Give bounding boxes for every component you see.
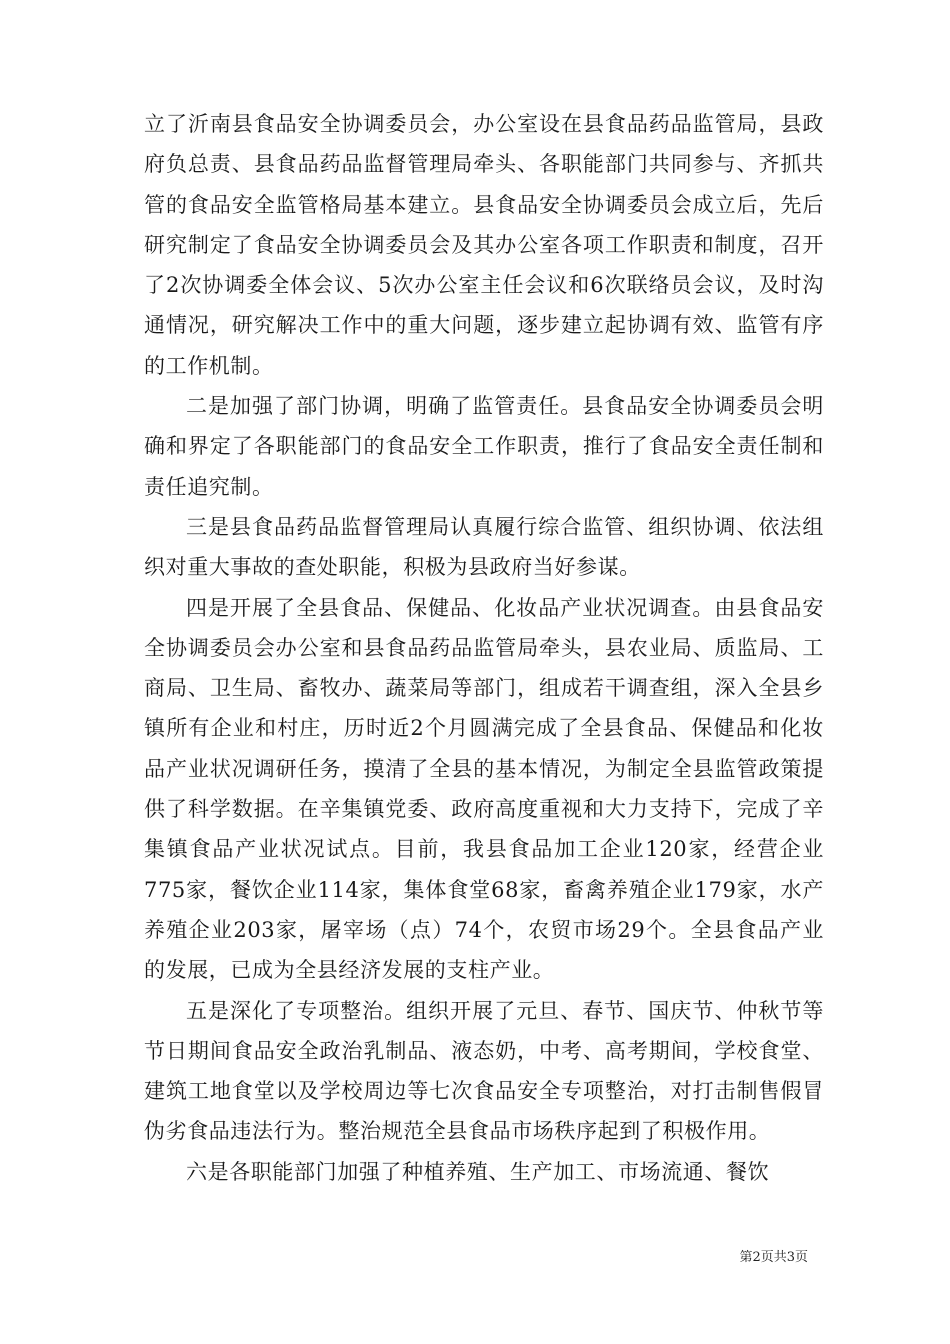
paragraph-item-2: 二是加强了部门协调，明确了监管责任。县食品安全协调委员会明确和界定了各职能部门的食品安全工作职责，推行了食品安全责任制和责任追究制。: [144, 394, 824, 499]
paragraph-item-3: 三是县食品药品监督管理局认真履行综合监管、组织协调、依法组织对重大事故的查处职能，积极为县政府当好参谋。: [144, 514, 824, 580]
paragraph-item-5: 五是深化了专项整治。组织开展了元旦、春节、国庆节、仲秋节等节日期间食品安全政治乳制品、液态奶，中考、高考期间，学校食堂、建筑工地食堂以及学校周边等七次食品安全专项整治，对打击制售假冒伪劣食品违法行为。整治规范全县食品市场秩序起到了积极作用。: [144, 998, 824, 1144]
paragraph-item-4: 四是开展了全县食品、保健品、化妆品产业状况调查。由县食品安全协调委员会办公室和县食品药品监管局牵头，县农业局、质监局、工商局、卫生局、畜牧办、蔬菜局等部门，组成若干调查组，深入全县乡镇所有企业和村庄，历时近2个月圆满完成了全县食品、保健品和化妆品产业状况调研任务，摸清了全县的基本情况，为制定全县监管政策提供了科学数据。在辛集镇党委、政府高度重视和大力支持下，完成了辛集镇食品产业状况试点。目前，我县食品加工企业120家，经营企业775家，餐饮企业114家，集体食堂68家，畜禽养殖企业179家，水产养殖企业203家，屠宰场（点）74个，农贸市场29个。全县食品产业的发展，已成为全县经济发展的支柱产业。: [144, 595, 824, 983]
paragraph-continued: 立了沂南县食品安全协调委员会，办公室设在县食品药品监管局，县政府负总责、县食品药品监督管理局牵头、各职能部门共同参与、齐抓共管的食品安全监管格局基本建立。县食品安全协调委员会成立后，先后研究制定了食品安全协调委员会及其办公室各项工作职责和制度，召开了2次协调委全体会议、5次办公室主任会议和6次联络员会议，及时沟通情况，研究解决工作中的重大问题，逐步建立起协调有效、监管有序的工作机制。: [144, 112, 824, 378]
paragraph-item-6: 六是各职能部门加强了种植养殖、生产加工、市场流通、餐饮: [186, 1159, 770, 1184]
page-number-footer: 第2页共3页: [739, 1250, 808, 1265]
document-body: [144, 104, 824, 1192]
